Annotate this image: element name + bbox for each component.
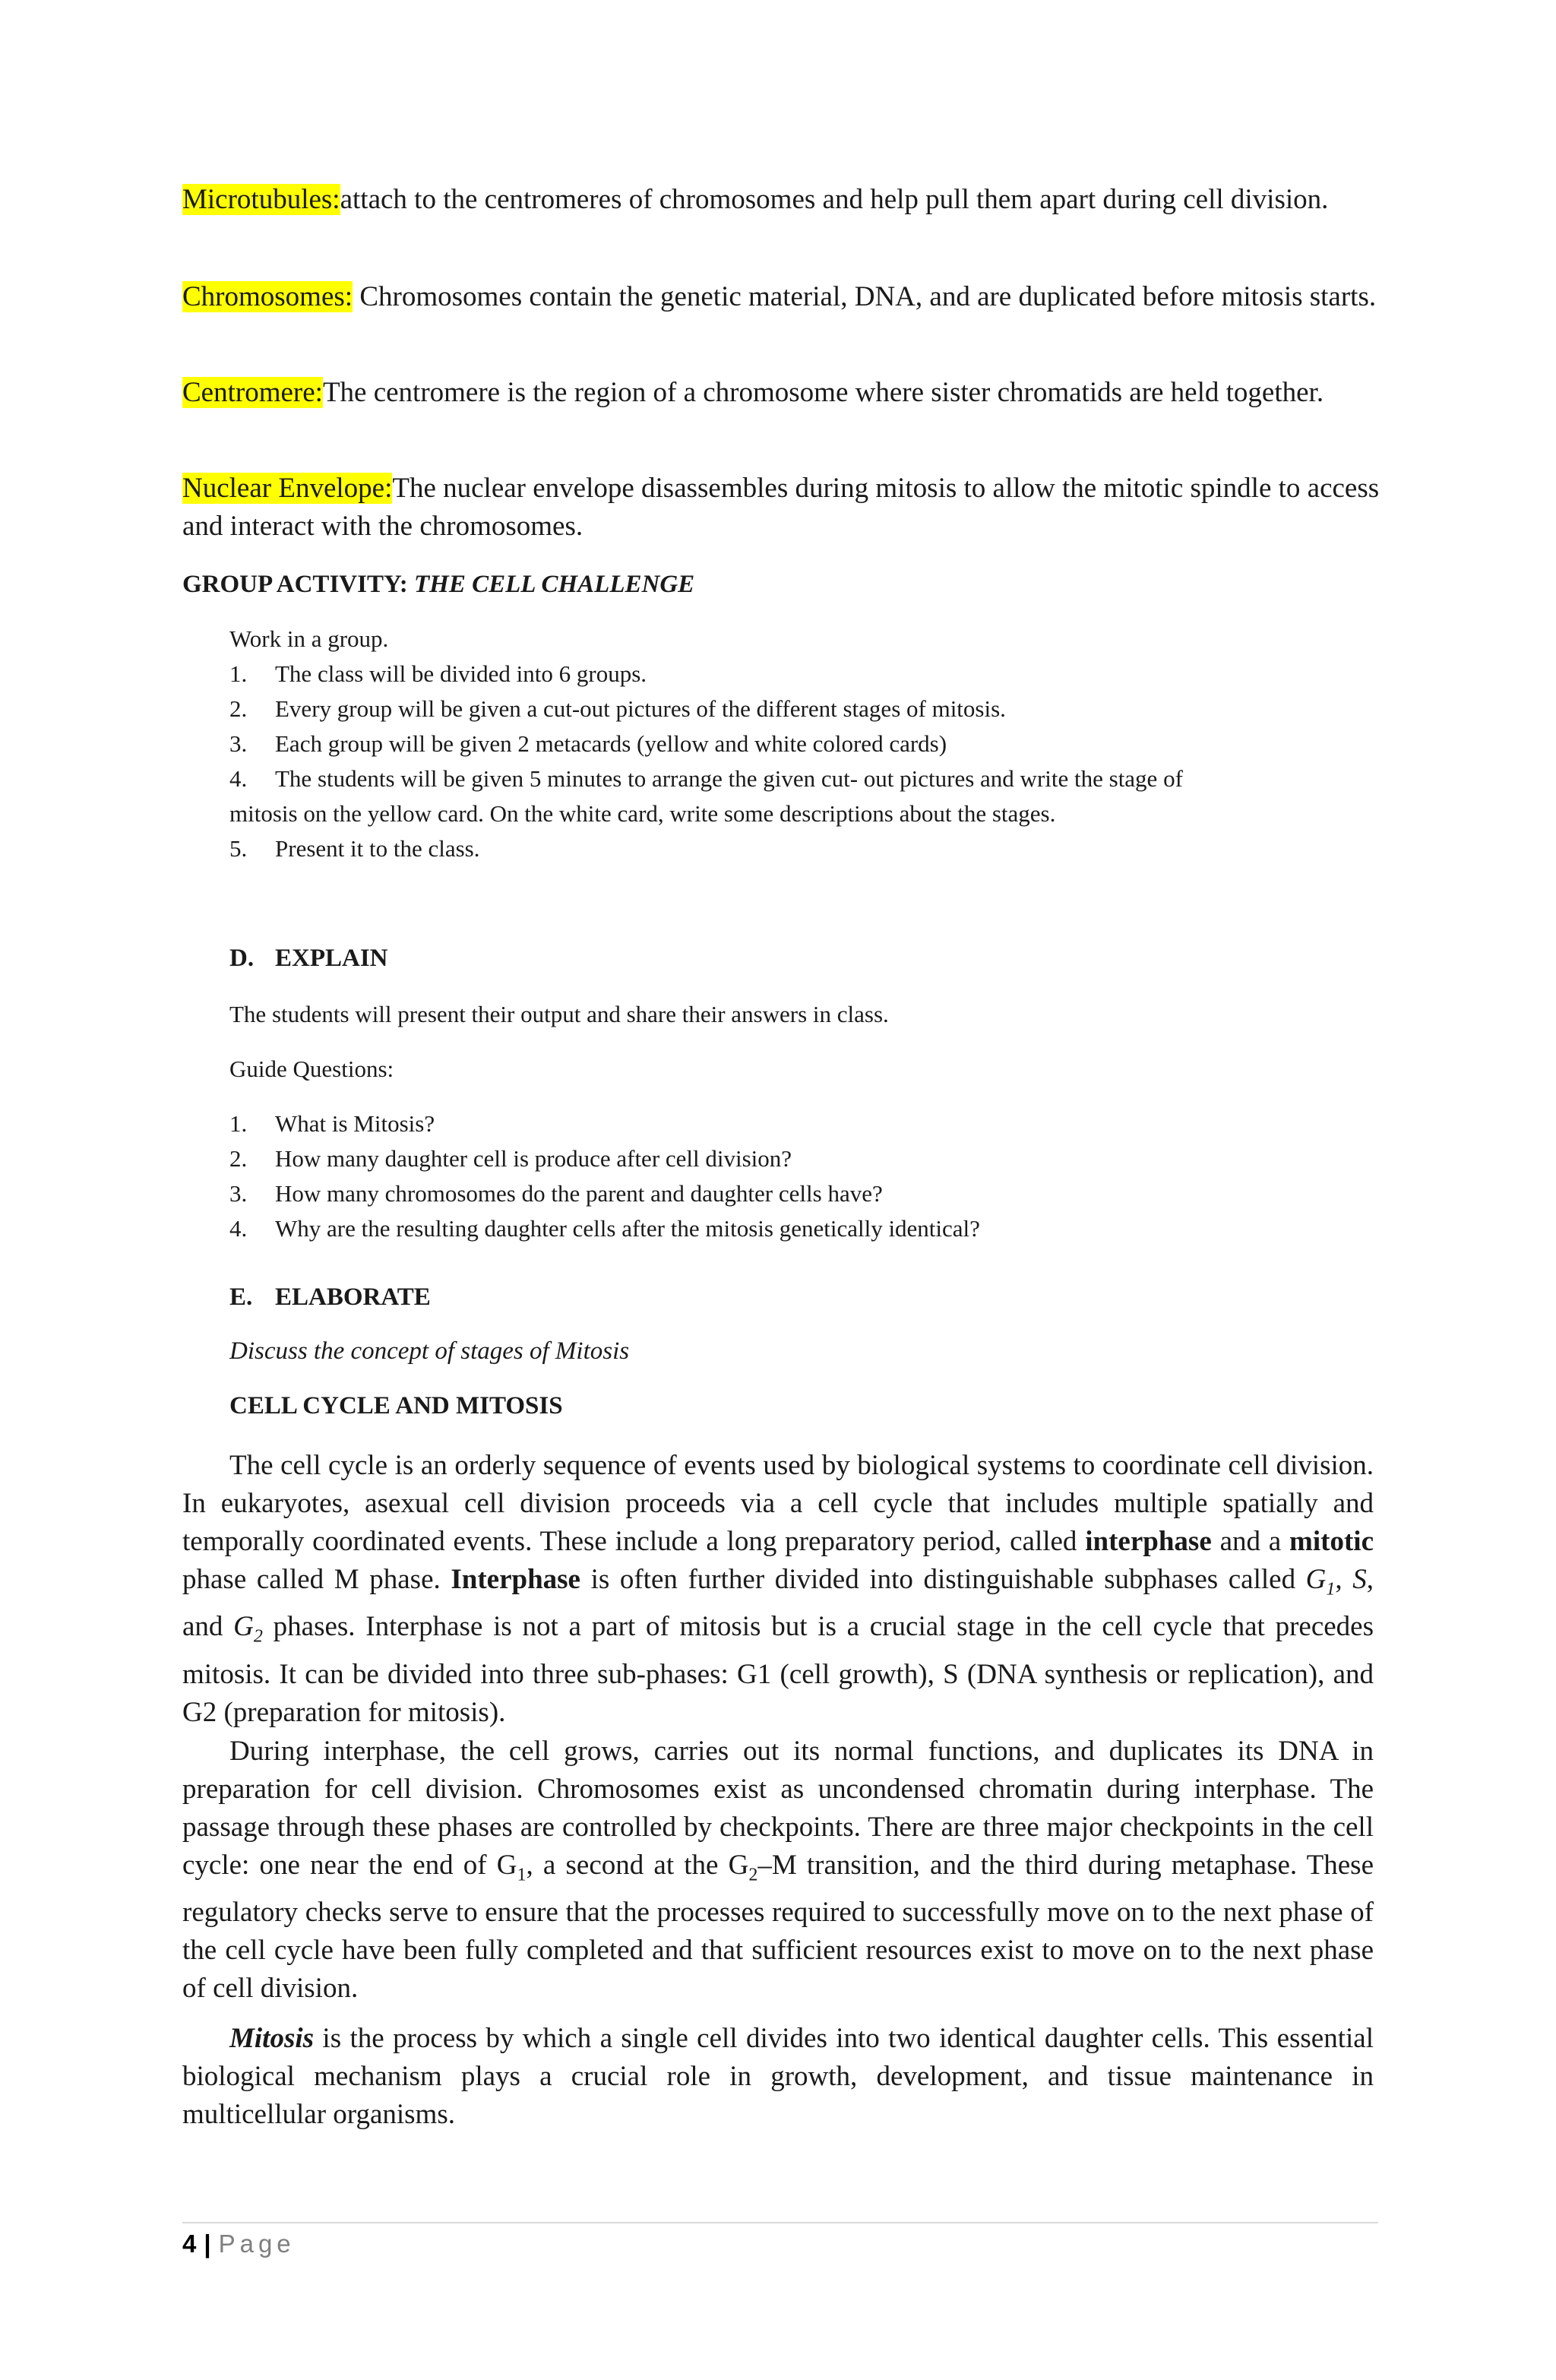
footer-separator: | (204, 2230, 211, 2258)
subscript: 2 (253, 1626, 263, 1647)
definition-nuclear-envelope (182, 470, 1383, 546)
definition-term: Microtubules: (182, 184, 340, 215)
list-item (229, 657, 1377, 691)
bold-term: interphase (1085, 1526, 1212, 1557)
italic-term: S (1352, 1564, 1367, 1595)
explain-intro: The students will present their output and share their answers in class. (229, 1001, 889, 1027)
list-number: 4. (229, 765, 248, 792)
definition-term: Centromere: (182, 377, 323, 408)
list-text: Each group will be given 2 metacards (yellow and white colored cards) (275, 730, 947, 757)
italic-term: G (1305, 1564, 1327, 1595)
text-run: and a (1211, 1526, 1290, 1557)
list-text: What is Mitosis? (275, 1110, 435, 1137)
definition-text: The centromere is the region of a chromosome where sister chromatids are held together. (322, 377, 1324, 408)
subscript: 1 (1326, 1579, 1336, 1600)
paragraph-mitosis (182, 2020, 1374, 2134)
text-run: phases. Interphase is not a part of mitosis but is a crucial stage in the cell cycle that precedes mitosis. It can be divided into three sub-phases: G1 (cell growth), S (DNA synthesis or replication), and G2 (preparation for mitosis). (182, 1611, 1374, 1728)
list-text: Present it to the class. (275, 835, 480, 862)
list-text: How many chromosomes do the parent and daughter cells have? (275, 1180, 883, 1207)
group-activity-prefix: GROUP ACTIVITY: (182, 571, 415, 598)
group-activity-heading (182, 565, 694, 603)
list-text: Why are the resulting daughter cells after the mitosis genetically identical? (275, 1215, 980, 1242)
section-title: EXPLAIN (275, 945, 388, 972)
footer-divider (182, 2222, 1378, 2223)
guide-questions-label: Guide Questions: (229, 1055, 394, 1082)
subscript: 1 (517, 1865, 527, 1885)
italic-term: G (233, 1611, 254, 1643)
text-run: phase called M phase. (182, 1564, 451, 1595)
section-heading-elaborate (229, 1278, 431, 1316)
page-footer (182, 2225, 296, 2263)
topic-heading: CELL CYCLE AND MITOSIS (229, 1392, 563, 1419)
definition-term: Chromosomes: (182, 281, 353, 312)
list-number: 5. (229, 835, 248, 862)
definition-text: attach to the centromeres of chromosomes and help pull them apart during cell division. (340, 184, 1329, 215)
group-activity-title: THE CELL CHALLENGE (414, 571, 695, 598)
list-number: 3. (229, 730, 248, 757)
list-item (229, 1106, 1377, 1141)
list-item (229, 726, 1377, 761)
section-title: ELABORATE (275, 1283, 431, 1311)
list-number: 1. (229, 1110, 248, 1137)
section-letter: E. (229, 1283, 253, 1311)
bold-italic-term: Mitosis (229, 2023, 315, 2054)
list-number: 2. (229, 1145, 248, 1172)
paragraph-interphase (182, 1733, 1374, 2008)
subscript: 2 (748, 1865, 758, 1885)
text-run: is the process by which a single cell divides into two identical daughter cells. This essential biological mechanism plays a crucial role in growth, development, and tissue maintenance in multicellular organisms. (182, 2023, 1374, 2130)
section-letter: D. (229, 945, 255, 972)
elaborate-subtitle: Discuss the concept of stages of Mitosis (229, 1337, 630, 1365)
definition-microtubules (182, 181, 1383, 219)
bold-term: Interphase (451, 1564, 580, 1595)
text-run: , a second at the G (526, 1850, 749, 1881)
text-run: During interphase, the cell grows, carries out its normal functions, and duplicates its DNA in preparation for cell division. Chromosomes exist as uncondensed chromatin during interphase. The passage through these phases are controlled by checkpoints. There are three major checkpoints in the cell cycle: one near the end of G (182, 1736, 1374, 1881)
list-number: 1. (229, 660, 248, 687)
list-text: How many daughter cell is produce after cell division? (275, 1145, 792, 1172)
page-label: Page (218, 2230, 296, 2258)
list-item (229, 1141, 1377, 1176)
list-item-continuation: mitosis on the yellow card. On the white card, write some descriptions about the stages. (229, 800, 1056, 827)
list-item (229, 692, 1377, 726)
definition-term: Nuclear Envelope: (182, 473, 393, 504)
definition-centromere (182, 374, 1383, 412)
paragraph-cell-cycle (182, 1447, 1374, 1732)
bold-term: mitotic (1289, 1526, 1374, 1557)
list-item (229, 1176, 1377, 1211)
text-run: , (1335, 1564, 1353, 1595)
list-text: The class will be divided into 6 groups. (275, 660, 647, 687)
definition-text: Chromosomes contain the genetic material, DNA, and are duplicated before mitosis starts. (353, 281, 1377, 312)
definition-text: The nuclear envelope disassembles during mitosis to allow the mitotic spindle to access and interact with the chromosomes. (182, 473, 1380, 542)
list-item (229, 1211, 1377, 1245)
group-activity-intro: Work in a group. (229, 625, 389, 652)
definition-chromosomes (182, 278, 1383, 316)
text-run: The cell cycle is an orderly sequence of events used by biological systems to coordinate cell division. In eukaryotes, asexual cell division proceeds via a cell cycle that includes multiple spatially and temporally coordinated events. These include a long preparatory period, called (182, 1450, 1374, 1557)
list-number: 4. (229, 1215, 248, 1242)
list-text: The students will be given 5 minutes to arrange the given cut- out pictures and write the stage of (275, 765, 1183, 792)
list-number: 2. (229, 695, 248, 722)
page-number: 4 (182, 2230, 197, 2258)
list-item (229, 831, 1377, 866)
text-run: –M transition, and the third during metaphase. These regulatory checks serve to ensure that the processes required to successfully move on to the next phase of the cell cycle have been fully completed and that sufficient resources exist to move on to the next phase of cell division. (182, 1850, 1374, 2005)
section-heading-explain (229, 939, 388, 977)
list-text: Every group will be given a cut-out pictures of the different stages of mitosis. (275, 695, 1006, 722)
list-item (229, 761, 1377, 796)
text-run: , and (182, 1564, 1374, 1643)
list-number: 3. (229, 1180, 248, 1207)
text-run: is often further divided into distinguishable subphases called (580, 1564, 1306, 1595)
